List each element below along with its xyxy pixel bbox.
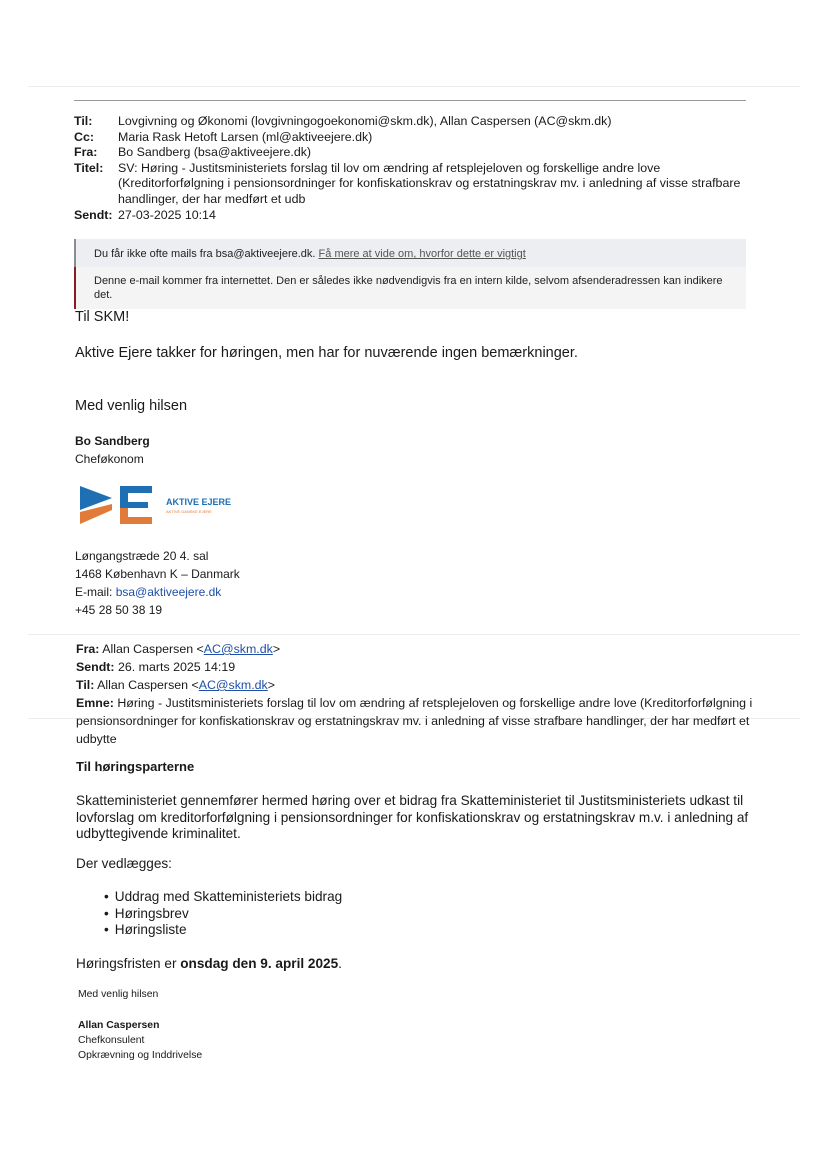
header-to-row xyxy=(74,114,754,130)
deadline-suffix: . xyxy=(338,956,342,971)
fwd-to-email[interactable]: AC@skm.dk xyxy=(198,678,268,692)
fwd-subject-value: Høring - Justitsministeriets forslag til lov om ændring af retsplejeloven og forskellige andre love (Kreditorforfølgning i pensionsordninger for konfiskationskrav og erstatningskrav mv. i anledning af visse strafbare handlinger, der har medført et udbytte xyxy=(76,696,753,746)
fwd-subject-row xyxy=(76,694,776,748)
fwd-sent-row xyxy=(76,658,776,676)
external-warning xyxy=(74,267,746,309)
first-contact-notice xyxy=(74,239,746,267)
attachments-list xyxy=(104,889,342,939)
header-sent-row xyxy=(74,208,754,224)
original-signature xyxy=(78,1018,202,1063)
fwd-to-label: Til: xyxy=(76,678,95,692)
original-heading: Til høringsparterne xyxy=(76,759,195,774)
reply-closing: Med venlig hilsen xyxy=(75,398,188,414)
phone-line: +45 28 50 38 19 xyxy=(75,603,163,617)
aktive-ejere-logo xyxy=(76,484,266,530)
learn-more-link[interactable]: Få mere at vide om, hvorfor dette er vigtigt xyxy=(318,248,526,260)
original-signer-name: Allan Caspersen xyxy=(78,1020,160,1031)
reply-greeting: Til SKM! xyxy=(75,309,130,325)
to-value: Lovgivning og Økonomi (lovgivningogoekonomi@skm.dk), Allan Caspersen (AC@skm.dk) xyxy=(118,114,612,128)
email-header xyxy=(74,114,754,223)
scan-artifact xyxy=(28,634,800,635)
subject-label: Titel: xyxy=(74,160,104,175)
fwd-to-end: > xyxy=(267,678,276,692)
list-item: • Høringsliste xyxy=(104,922,342,939)
header-cc-row xyxy=(74,130,754,146)
deadline-prefix: Høringsfristen er xyxy=(76,956,177,971)
signer-title: Cheføkonom xyxy=(75,452,144,466)
cc-value: Maria Rask Hetoft Larsen (ml@aktiveejere.dk) xyxy=(118,129,373,144)
subject-value: SV: Høring - Justitsministeriets forslag til lov om ændring af retsplejeloven og forskellige andre love (Kreditorforfølgning i pensionsordninger for konfiskationskrav og erstatningskrav mv. i anledning af visse strafbare handlinger, der har medført et udb xyxy=(118,160,741,206)
header-subject-row xyxy=(74,161,754,208)
fwd-from-name: Allan Caspersen < xyxy=(102,642,204,656)
email-line xyxy=(75,583,240,601)
sent-value: 27-03-2025 10:14 xyxy=(118,207,216,222)
from-value: Bo Sandberg (bsa@aktiveejere.dk) xyxy=(118,145,312,160)
email-label: E-mail: xyxy=(75,585,113,599)
reply-signature xyxy=(75,432,150,468)
fwd-from-end: > xyxy=(272,642,281,656)
reply-body: Aktive Ejere takker for høringen, men har for nuværende ingen bemærkninger. xyxy=(75,345,578,361)
fwd-to-name: Allan Caspersen < xyxy=(97,678,199,692)
fwd-sent-label: Sendt: xyxy=(76,660,115,674)
list-item: • Uddrag med Skatteministeriets bidrag xyxy=(104,889,342,906)
forwarded-header xyxy=(76,640,776,748)
deadline-date: onsdag den 9. april 2025 xyxy=(180,956,339,971)
original-body: Skatteministeriet gennemfører hermed høring over et bidrag fra Skatteministeriet til Justitsministeriets udkast til lovforslag om kreditorforfølgning i pensionsordninger for konfiskationskrav og erstatningskrav m.v. i anledning af udbyttegivende kriminalitet. xyxy=(76,793,749,841)
logo-text: AKTIVE EJERE xyxy=(166,497,232,507)
fwd-from-row xyxy=(76,640,776,658)
fwd-sent-value: 26. marts 2025 14:19 xyxy=(118,660,236,674)
original-signer-department: Opkrævning og Inddrivelse xyxy=(78,1050,203,1061)
email-link[interactable]: bsa@aktiveejere.dk xyxy=(115,585,222,599)
to-label: Til: xyxy=(74,114,93,128)
fwd-from-email[interactable]: AC@skm.dk xyxy=(203,642,273,656)
signer-name: Bo Sandberg xyxy=(75,434,150,448)
attachments-intro: Der vedlægges: xyxy=(76,856,172,871)
reply-contact-block xyxy=(75,547,240,619)
list-item: • Høringsbrev xyxy=(104,906,342,923)
scan-artifact xyxy=(28,86,800,87)
address-line-2: 1468 København K – Danmark xyxy=(75,567,240,581)
cc-label: Cc: xyxy=(74,129,94,144)
original-signer-title: Chefkonsulent xyxy=(78,1035,145,1046)
logo-subtext: AKTIVE DANSKE EJERE xyxy=(166,509,212,514)
header-divider xyxy=(74,100,746,101)
fwd-to-row xyxy=(76,676,776,694)
external-sender-banner xyxy=(74,239,746,309)
address-line-1: Løngangstræde 20 4. sal xyxy=(75,549,209,563)
fwd-subject-label: Emne: xyxy=(76,696,114,710)
warning-text: Denne e-mail kommer fra internettet. Den er således ikke nødvendigvis fra en intern kilde, selvom afsenderadressen kan indikere det. xyxy=(94,275,723,301)
original-closing: Med venlig hilsen xyxy=(78,989,159,1000)
from-label: Fra: xyxy=(74,145,98,160)
fwd-from-label: Fra: xyxy=(76,642,100,656)
notice-text: Du får ikke ofte mails fra bsa@aktiveejere.dk. xyxy=(94,248,316,260)
deadline-line xyxy=(76,956,342,971)
logo-mark xyxy=(76,484,266,530)
header-from-row xyxy=(74,145,754,161)
sent-label: Sendt: xyxy=(74,207,113,222)
